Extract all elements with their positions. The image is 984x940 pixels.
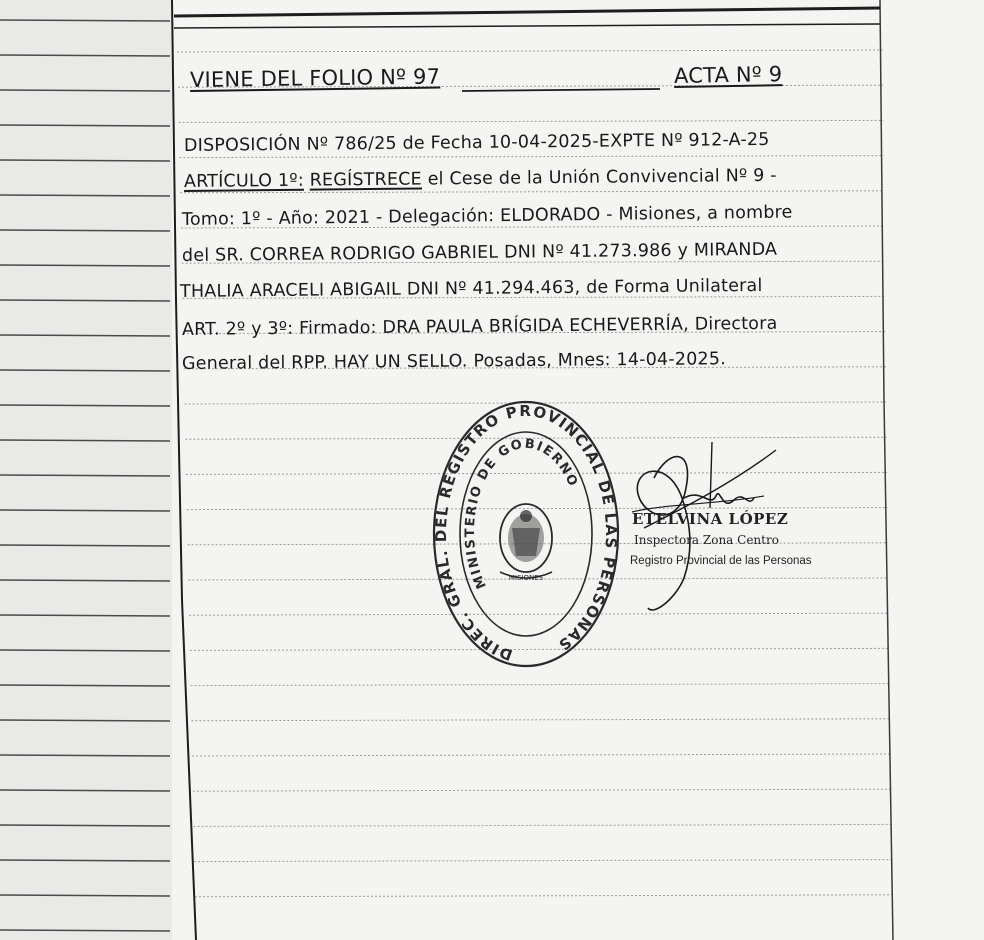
- writing-rule: [195, 895, 891, 897]
- writing-rule: [193, 789, 891, 791]
- official-stamp: [428, 396, 624, 680]
- left-column-rule: [0, 895, 170, 896]
- left-column-rule: [0, 930, 170, 931]
- writing-rule: [192, 754, 890, 756]
- left-column-rule: [0, 405, 170, 406]
- body-line-4: del SR. CORREA RODRIGO GABRIEL DNI Nº 41.273.986 y MIRANDA: [181, 239, 778, 266]
- left-column-rule: [0, 615, 170, 616]
- left-column-rule: [0, 580, 170, 581]
- articulo-text: el Cese de la Unión Convivencial Nº 9 -: [427, 165, 777, 190]
- articulo-label: ARTÍCULO 1º:: [183, 170, 304, 192]
- handwritten-signature: [624, 438, 804, 618]
- emblem-label: MISIONES: [508, 574, 544, 582]
- left-column-rule: [0, 825, 170, 826]
- registrece-verb: REGÍSTRECE: [309, 169, 422, 191]
- left-column-rule: [0, 685, 170, 686]
- left-column-rule: [0, 20, 170, 21]
- left-column-rule: [0, 860, 170, 861]
- writing-rule: [191, 684, 890, 686]
- writing-rule: [177, 50, 882, 52]
- left-column-rule: [0, 475, 170, 476]
- left-column-rule: [0, 90, 170, 91]
- left-column-rule: [0, 55, 170, 56]
- body-line-5: THALIA ARACELI ABIGAIL DNI Nº 41.294.463, de Forma Unilateral: [179, 275, 763, 302]
- left-column-rule: [0, 790, 170, 791]
- left-column-rule: [0, 335, 170, 336]
- left-column-rule: [0, 720, 170, 721]
- left-column-rule: [0, 125, 170, 126]
- signatory-office: Registro Provincial de las Personas: [630, 555, 812, 567]
- body-line-3: Tomo: 1º - Año: 2021 - Delegación: ELDORADO - Misiones, a nombre: [181, 202, 793, 230]
- body-line-7: General del RPP. HAY UN SELLO. Posadas, Mnes: 14-04-2025.: [181, 349, 727, 374]
- left-column-rule: [0, 160, 170, 161]
- left-column-rule: [0, 755, 170, 756]
- left-column-rule: [0, 300, 170, 301]
- writing-rule: [180, 191, 884, 193]
- writing-rule: [179, 120, 884, 122]
- body-line-6: ART. 2º y 3º: Firmado: DRA PAULA BRÍGIDA ECHEVERRÍA, Directora: [181, 313, 778, 340]
- writing-rule: [179, 156, 883, 158]
- left-column-rule: [0, 265, 170, 266]
- body-line-1: DISPOSICIÓN Nº 786/25 de Fecha 10-04-2025-EXPTE Nº 912-A-25: [183, 129, 770, 156]
- stamp-outer-text: DIREC. GRAL. DEL REGISTRO PROVINCIAL DE LAS PERSONAS: [432, 401, 621, 665]
- left-column-rule: [0, 230, 170, 231]
- left-column-rule: [0, 195, 170, 196]
- signatory-name: ETELVINA LÓPEZ: [632, 510, 789, 528]
- heading-filler-line: [462, 88, 662, 94]
- stamp-inner-text: MINISTERIO DE GOBIERNO: [463, 436, 581, 591]
- signatory-title: Inspectora Zona Centro: [634, 533, 779, 547]
- acta-number: ACTA Nº 9: [673, 62, 783, 88]
- provincial-emblem: [500, 504, 552, 582]
- writing-rule: [191, 719, 889, 721]
- viene-del-folio-heading: VIENE DEL FOLIO Nº 97: [189, 64, 441, 92]
- writing-rule: [194, 860, 891, 862]
- writing-rule: [194, 824, 891, 826]
- left-column-rule: [0, 370, 170, 371]
- left-column-rule: [0, 510, 170, 511]
- left-column-rule: [0, 440, 170, 441]
- left-column-rule: [0, 545, 170, 546]
- left-column-rule: [0, 650, 170, 651]
